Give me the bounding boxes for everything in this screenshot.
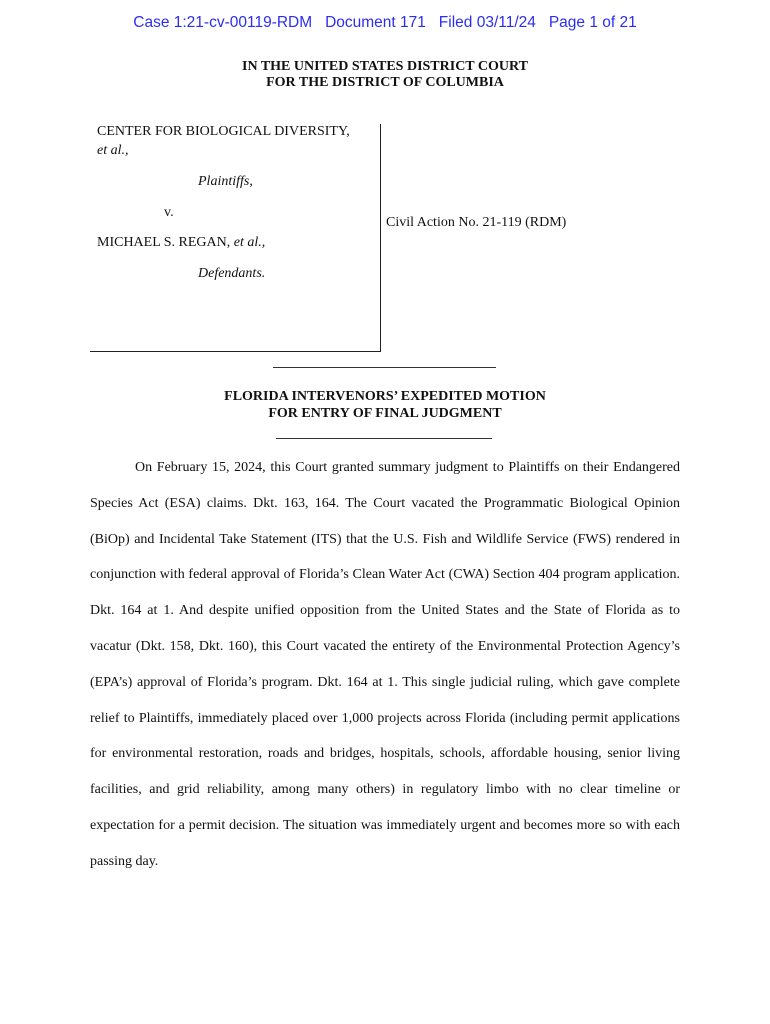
defendant-name: MICHAEL S. REGAN, — [97, 235, 234, 250]
motion-body — [90, 450, 680, 880]
motion-title-line1: FLORIDA INTERVENORS’ EXPEDITED MOTION — [224, 389, 546, 404]
title-bottom-rule — [276, 438, 492, 439]
versus-label: v. — [164, 205, 174, 220]
civil-action-number: Civil Action No. 21-119 (RDM) — [386, 215, 567, 230]
court-name-line2: FOR THE DISTRICT OF COLUMBIA — [266, 75, 504, 90]
body-paragraph: On February 15, 2024, this Court granted summary judgment to Plaintiffs on their Endangered Species Act (ESA) claims. Dkt. 163, 164. The Court vacated the Programmatic Biological Opinion (BiOp) and Incidental Take Statement (ITS) that the U.S. Fish and Wildlife Service (FWS) rendered in conjunction with federal approval of Florida’s Clean Water Act (CWA) Section 404 program application. Dkt. 164 at 1. And despite unified opposition from the United States and the State of Florida as to vacatur (Dkt. 158, Dkt. 160), this Court vacated the entirety of the Environmental Protection Agency’s (EPA’s) approval of Florida’s program. Dkt. 164 at 1. This single judicial ruling, which gave complete relief to Plaintiffs, immediately placed over 1,000 projects across Florida (including permit applications for environmental restoration, roads and bridges, hospitals, schools, affordable housing, senior living facilities, and grid reliability, among many others) in regulatory limbo with no clear timeline or expectation for a permit decision. The situation was immediately urgent and becomes more so with each passing day. — [90, 460, 680, 869]
motion-title-line2: FOR ENTRY OF FINAL JUDGMENT — [268, 406, 502, 421]
plaintiff-name: CENTER FOR BIOLOGICAL DIVERSITY, — [97, 124, 350, 139]
defendants-label: Defendants. — [198, 266, 266, 281]
motion-title — [0, 388, 770, 422]
caption-horizontal-rule — [90, 351, 381, 352]
defendant-et-al: et al., — [233, 235, 266, 250]
plaintiff-et-al: et al., — [97, 143, 129, 158]
court-heading — [0, 59, 770, 91]
defendant-line — [97, 235, 265, 251]
ecf-filing-header: Case 1:21-cv-00119-RDM Document 171 Filed 03/11/24 Page 1 of 21 — [133, 14, 637, 31]
plaintiffs-label: Plaintiffs, — [198, 174, 253, 189]
court-name-line1: IN THE UNITED STATES DISTRICT COURT — [242, 59, 528, 74]
title-top-rule — [273, 367, 496, 368]
caption-vertical-rule — [380, 124, 381, 352]
